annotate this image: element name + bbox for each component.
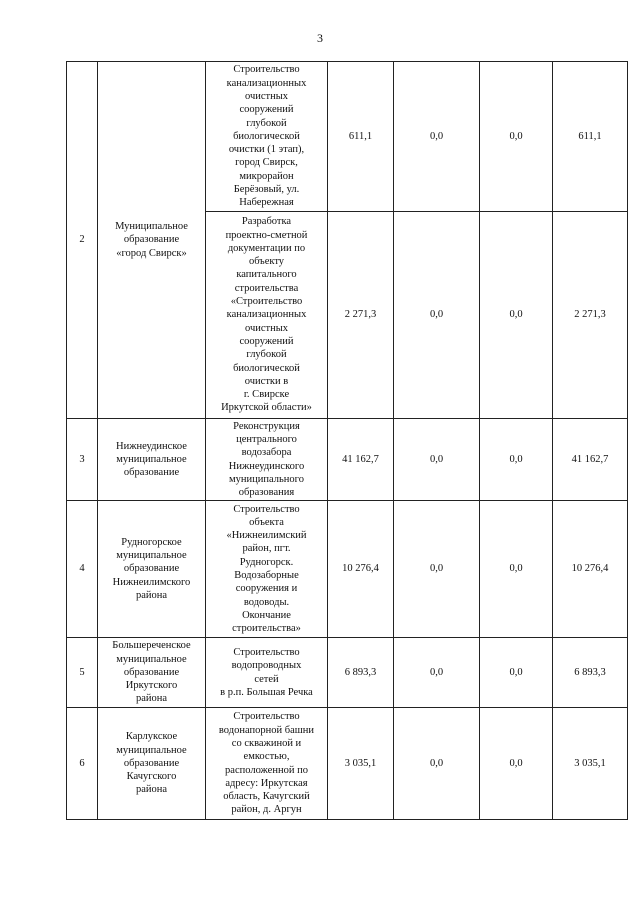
amount-cell: 0,0 [480,212,553,419]
page-number: 3 [317,31,323,45]
row-number-cell: 6 [67,708,98,820]
amount-total-cell: 611,1 [328,62,394,212]
amount-cell: 3 035,1 [553,708,628,820]
amount-cell: 6 893,3 [553,638,628,708]
object-name-cell: Реконструкция центрального водозабора Нижнеудинского муниципального образования [206,419,328,501]
object-name-cell: Строительство объекта «Нижнеилимский район, пгт. Рудногорск. Водозаборные сооружения и водоводы. Окончание строительства» [206,501,328,638]
row-number-cell: 2 [67,62,98,419]
municipality-cell: Рудногорское муниципальное образование Нижнеилимского района [98,501,206,638]
municipality-cell: Большереченское муниципальное образование Иркутского района [98,638,206,708]
amount-cell: 10 276,4 [553,501,628,638]
amount-cell: 0,0 [480,638,553,708]
funding-table [66,61,628,820]
row-number-cell: 3 [67,419,98,501]
amount-cell: 611,1 [553,62,628,212]
amount-cell: 0,0 [394,638,480,708]
amount-cell: 0,0 [480,501,553,638]
amount-cell: 0,0 [394,419,480,501]
amount-cell: 0,0 [480,62,553,212]
municipality-cell: Муниципальное образование «город Свирск» [98,62,206,419]
amount-total-cell: 6 893,3 [328,638,394,708]
amount-total-cell: 41 162,7 [328,419,394,501]
amount-cell: 0,0 [480,708,553,820]
municipality-cell: Карлукское муниципальное образование Качугского района [98,708,206,820]
row-number-cell: 5 [67,638,98,708]
amount-total-cell: 10 276,4 [328,501,394,638]
amount-cell: 0,0 [480,419,553,501]
amount-total-cell: 3 035,1 [328,708,394,820]
amount-cell: 0,0 [394,62,480,212]
table-row [67,708,628,820]
table-row [67,419,628,501]
table-row [67,501,628,638]
table-row [67,62,628,212]
municipality-cell: Нижнеудинское муниципальное образование [98,419,206,501]
object-name-cell: Разработка проектно-сметной документации по объекту капитального строительства «Строительство канализационных очистных сооружений глубокой биологической очистки в г. Свирске Иркутской области» [206,212,328,419]
object-name-cell: Строительство водонапорной башни со скважиной и емкостью, расположенной по адресу: Иркутская область, Качугский район, д. Аргун [206,708,328,820]
amount-cell: 0,0 [394,501,480,638]
row-number-cell: 4 [67,501,98,638]
table-row [67,638,628,708]
object-name-cell: Строительство канализационных очистных сооружений глубокой биологической очистки (1 этап), город Свирск, микрорайон Берёзовый, ул. Набережная [206,62,328,212]
amount-cell: 2 271,3 [553,212,628,419]
amount-total-cell: 2 271,3 [328,212,394,419]
object-name-cell: Строительство водопроводных сетей в р.п. Большая Речка [206,638,328,708]
amount-cell: 41 162,7 [553,419,628,501]
amount-cell: 0,0 [394,708,480,820]
amount-cell: 0,0 [394,212,480,419]
